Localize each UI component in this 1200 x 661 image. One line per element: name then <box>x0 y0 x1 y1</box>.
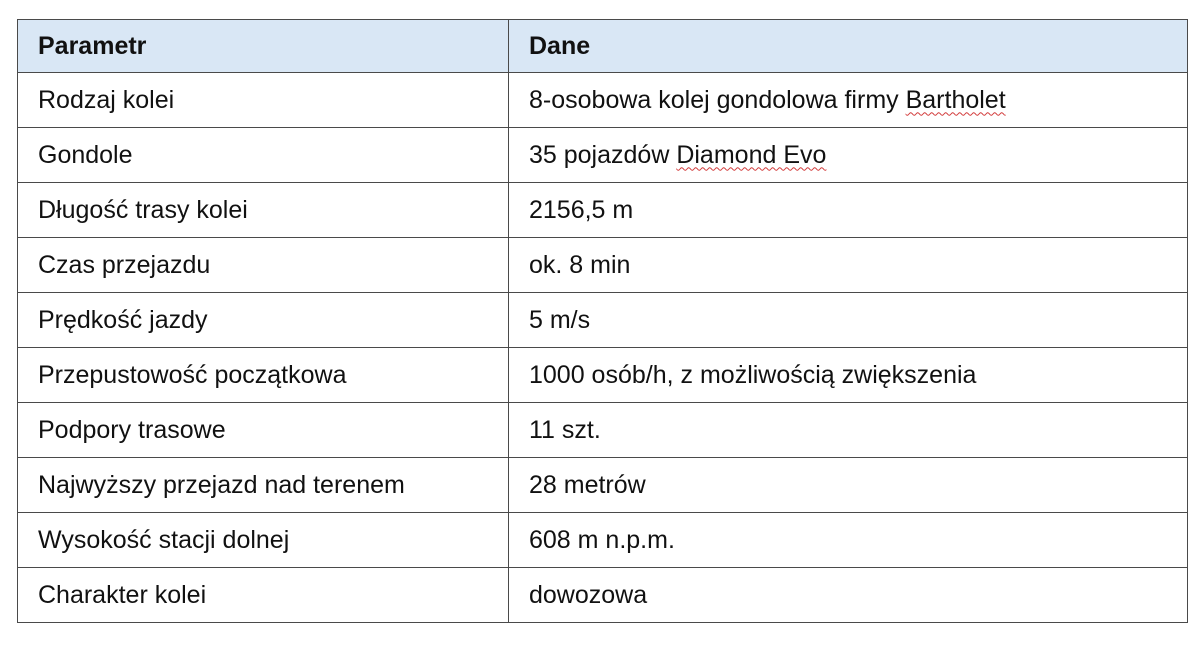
value-cell: 28 metrów <box>509 458 1188 513</box>
table-row <box>18 513 1188 568</box>
value-text: 8-osobowa kolej gondolowa firmy <box>529 85 906 114</box>
value-cell: ok. 8 min <box>509 238 1188 293</box>
table-row <box>18 73 1188 128</box>
parameter-cell: Podpory trasowe <box>18 403 509 458</box>
value-cell: 608 m n.p.m. <box>509 513 1188 568</box>
parameter-cell: Charakter kolei <box>18 568 509 623</box>
value-cell: 2156,5 m <box>509 183 1188 238</box>
value-cell: dowozowa <box>509 568 1188 623</box>
parameter-cell: Rodzaj kolei <box>18 73 509 128</box>
value-cell: 5 m/s <box>509 293 1188 348</box>
value-cell: 11 szt. <box>509 403 1188 458</box>
value-text: 35 pojazdów <box>529 140 677 169</box>
parameter-cell: Prędkość jazdy <box>18 293 509 348</box>
value-cell <box>509 128 1188 183</box>
value-cell: 1000 osób/h, z możliwością zwiększenia <box>509 348 1188 403</box>
spellcheck-flagged-word: Bartholet <box>905 85 1006 114</box>
spellcheck-flagged-word: Diamond Evo <box>676 140 827 169</box>
header-parametr: Parametr <box>18 20 509 73</box>
table-row <box>18 128 1188 183</box>
table-row <box>18 403 1188 458</box>
parameter-cell: Wysokość stacji dolnej <box>18 513 509 568</box>
table-row <box>18 348 1188 403</box>
table-row <box>18 183 1188 238</box>
table-row <box>18 568 1188 623</box>
parameter-cell: Gondole <box>18 128 509 183</box>
parameter-cell: Przepustowość początkowa <box>18 348 509 403</box>
table-row <box>18 238 1188 293</box>
header-dane: Dane <box>509 20 1188 73</box>
table-row <box>18 293 1188 348</box>
table-row <box>18 458 1188 513</box>
parameters-table-container <box>17 19 1187 623</box>
parameter-cell: Czas przejazdu <box>18 238 509 293</box>
value-cell <box>509 73 1188 128</box>
parameter-cell: Najwyższy przejazd nad terenem <box>18 458 509 513</box>
parameter-cell: Długość trasy kolei <box>18 183 509 238</box>
parameters-table <box>17 19 1188 623</box>
table-header-row <box>18 20 1188 73</box>
